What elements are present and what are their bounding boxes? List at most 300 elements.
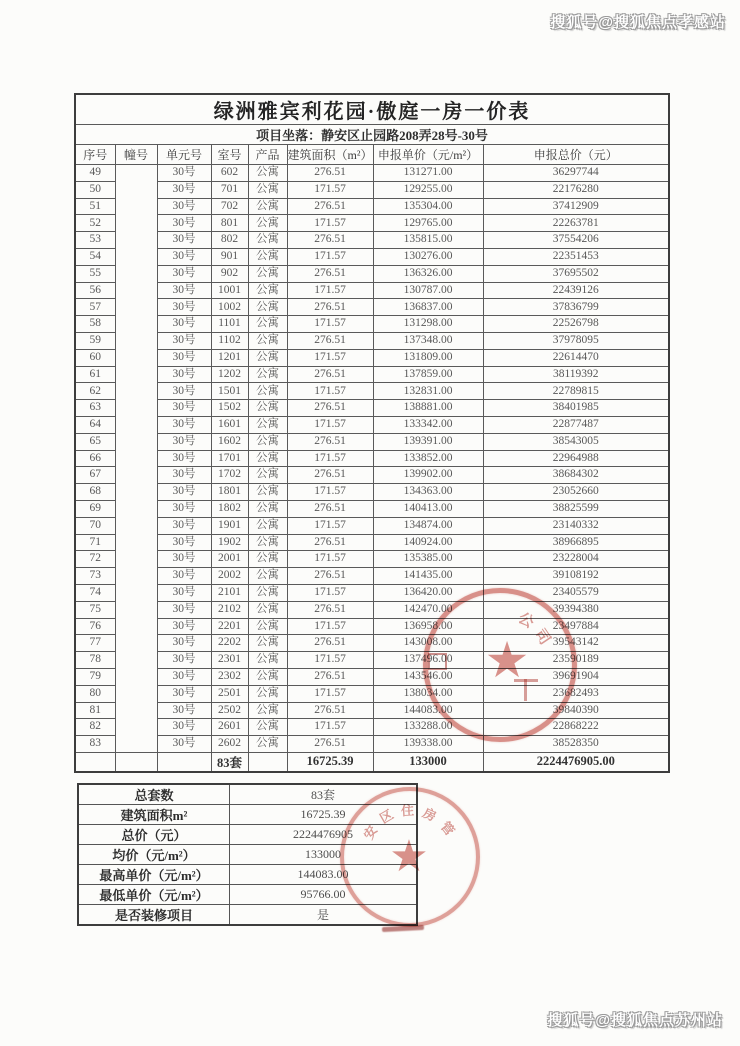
cell-room: 1801 bbox=[211, 484, 248, 501]
cell-room: 2002 bbox=[211, 568, 248, 585]
subtitle-row bbox=[75, 125, 669, 145]
cell-product: 公寓 bbox=[248, 316, 287, 333]
table-row bbox=[75, 450, 669, 467]
cell-room: 701 bbox=[211, 181, 248, 198]
cell-serial: 77 bbox=[75, 635, 115, 652]
summary-label: 总价（元） bbox=[78, 825, 230, 845]
cell-serial: 50 bbox=[75, 181, 115, 198]
seal-ring-character: 司 bbox=[531, 626, 553, 648]
table-row bbox=[75, 719, 669, 736]
cell-serial: 56 bbox=[75, 282, 115, 299]
cell-product: 公寓 bbox=[248, 366, 287, 383]
table-row bbox=[75, 534, 669, 551]
cell-product: 公寓 bbox=[248, 702, 287, 719]
cell-serial: 55 bbox=[75, 265, 115, 282]
cell-product: 公寓 bbox=[248, 618, 287, 635]
cell-area: 276.51 bbox=[287, 400, 373, 417]
ink-smudge bbox=[382, 925, 424, 932]
cell-unit-price: 136837.00 bbox=[373, 299, 483, 316]
summary-label: 最高单价（元/m²） bbox=[78, 865, 230, 885]
project-location: 项目坐落：静安区止园路208弄28号-30号 bbox=[75, 125, 669, 145]
cell-product: 公寓 bbox=[248, 568, 287, 585]
cell-total-price: 37412909 bbox=[483, 198, 669, 215]
cell-serial: 61 bbox=[75, 366, 115, 383]
cell-area: 276.51 bbox=[287, 568, 373, 585]
cell-room: 902 bbox=[211, 265, 248, 282]
cell-unit-price: 134363.00 bbox=[373, 484, 483, 501]
cell-product: 公寓 bbox=[248, 736, 287, 753]
cell-product: 公寓 bbox=[248, 484, 287, 501]
cell-room: 1701 bbox=[211, 450, 248, 467]
cell-unit-price: 130787.00 bbox=[373, 282, 483, 299]
total-empty-building bbox=[115, 752, 157, 772]
cell-product: 公寓 bbox=[248, 383, 287, 400]
cell-product: 公寓 bbox=[248, 416, 287, 433]
seal-ring-character: 住 bbox=[400, 802, 415, 818]
cell-unit: 30号 bbox=[157, 635, 211, 652]
cell-serial: 72 bbox=[75, 551, 115, 568]
cell-unit: 30号 bbox=[157, 467, 211, 484]
cell-area: 276.51 bbox=[287, 702, 373, 719]
cell-unit: 30号 bbox=[157, 165, 211, 182]
cell-total-price: 23497884 bbox=[483, 618, 669, 635]
cell-unit: 30号 bbox=[157, 349, 211, 366]
table-row bbox=[75, 635, 669, 652]
summary-label: 总套数 bbox=[78, 784, 230, 805]
cell-serial: 60 bbox=[75, 349, 115, 366]
cell-serial: 58 bbox=[75, 316, 115, 333]
table-row bbox=[75, 215, 669, 232]
cell-total-price: 37695502 bbox=[483, 265, 669, 282]
cell-unit: 30号 bbox=[157, 232, 211, 249]
table-row bbox=[75, 265, 669, 282]
cell-unit: 30号 bbox=[157, 652, 211, 669]
cell-area: 276.51 bbox=[287, 635, 373, 652]
cell-room: 1702 bbox=[211, 467, 248, 484]
cell-total-price: 37836799 bbox=[483, 299, 669, 316]
cell-total-price: 23228004 bbox=[483, 551, 669, 568]
summary-row bbox=[78, 865, 417, 885]
cell-product: 公寓 bbox=[248, 685, 287, 702]
summary-label: 是否装修项目 bbox=[78, 905, 230, 926]
table-row bbox=[75, 316, 669, 333]
col-header-building: 幢号 bbox=[115, 145, 157, 165]
cell-product: 公寓 bbox=[248, 349, 287, 366]
cell-room: 602 bbox=[211, 165, 248, 182]
cell-area: 276.51 bbox=[287, 366, 373, 383]
cell-unit-price: 140413.00 bbox=[373, 500, 483, 517]
table-row bbox=[75, 248, 669, 265]
cell-total-price: 23052660 bbox=[483, 484, 669, 501]
cell-total-price: 37554206 bbox=[483, 232, 669, 249]
cell-product: 公寓 bbox=[248, 719, 287, 736]
cell-room: 1002 bbox=[211, 299, 248, 316]
cell-serial: 81 bbox=[75, 702, 115, 719]
page-title: 绿洲雅宾利花园·傲庭一房一价表 bbox=[75, 94, 669, 125]
total-empty-serial bbox=[75, 752, 115, 772]
table-row bbox=[75, 618, 669, 635]
table-row bbox=[75, 551, 669, 568]
cell-serial: 63 bbox=[75, 400, 115, 417]
price-table-body bbox=[75, 165, 669, 753]
cell-unit-price: 143546.00 bbox=[373, 668, 483, 685]
cell-total-price: 38528350 bbox=[483, 736, 669, 753]
seal-star-icon: ★ bbox=[389, 832, 429, 881]
seal-ring-character: 房 bbox=[420, 804, 439, 824]
cell-product: 公寓 bbox=[248, 635, 287, 652]
cell-area: 171.57 bbox=[287, 685, 373, 702]
summary-row bbox=[78, 784, 417, 805]
cell-unit-price: 135815.00 bbox=[373, 232, 483, 249]
cell-unit: 30号 bbox=[157, 584, 211, 601]
cell-area: 171.57 bbox=[287, 450, 373, 467]
cell-total-price: 23405579 bbox=[483, 584, 669, 601]
cell-area: 171.57 bbox=[287, 282, 373, 299]
summary-label: 最低单价（元/m²） bbox=[78, 885, 230, 905]
cell-area: 171.57 bbox=[287, 416, 373, 433]
cell-unit-price: 131298.00 bbox=[373, 316, 483, 333]
table-row bbox=[75, 668, 669, 685]
cell-area: 276.51 bbox=[287, 668, 373, 685]
cell-product: 公寓 bbox=[248, 265, 287, 282]
cell-serial: 57 bbox=[75, 299, 115, 316]
table-row bbox=[75, 517, 669, 534]
cell-unit-price: 129765.00 bbox=[373, 215, 483, 232]
cell-serial: 64 bbox=[75, 416, 115, 433]
cell-unit-price: 139902.00 bbox=[373, 467, 483, 484]
cell-serial: 82 bbox=[75, 719, 115, 736]
table-row bbox=[75, 484, 669, 501]
cell-area: 171.57 bbox=[287, 349, 373, 366]
cell-total-price: 22964988 bbox=[483, 450, 669, 467]
cell-product: 公寓 bbox=[248, 584, 287, 601]
cell-room: 1202 bbox=[211, 366, 248, 383]
cell-unit: 30号 bbox=[157, 198, 211, 215]
table-row bbox=[75, 181, 669, 198]
title-row bbox=[75, 94, 669, 125]
cell-area: 171.57 bbox=[287, 215, 373, 232]
cell-serial: 70 bbox=[75, 517, 115, 534]
cell-total-price: 38401985 bbox=[483, 400, 669, 417]
cell-unit: 30号 bbox=[157, 601, 211, 618]
cell-total-price: 39394380 bbox=[483, 601, 669, 618]
cell-unit-price: 144083.00 bbox=[373, 702, 483, 719]
cell-unit: 30号 bbox=[157, 299, 211, 316]
seal-ring-character: 安 bbox=[360, 822, 380, 842]
cell-unit: 30号 bbox=[157, 400, 211, 417]
summary-value: 16725.39 bbox=[230, 805, 418, 825]
cell-unit: 30号 bbox=[157, 332, 211, 349]
cell-room: 1102 bbox=[211, 332, 248, 349]
cell-serial: 80 bbox=[75, 685, 115, 702]
summary-row bbox=[78, 905, 417, 926]
total-empty-product bbox=[248, 752, 287, 772]
cell-unit: 30号 bbox=[157, 517, 211, 534]
cell-area: 276.51 bbox=[287, 534, 373, 551]
summary-row bbox=[78, 845, 417, 865]
cell-total-price: 23140332 bbox=[483, 517, 669, 534]
cell-total-price: 22439126 bbox=[483, 282, 669, 299]
cell-product: 公寓 bbox=[248, 198, 287, 215]
col-header-total-price: 申报总价（元） bbox=[483, 145, 669, 165]
cell-area: 276.51 bbox=[287, 601, 373, 618]
table-row bbox=[75, 416, 669, 433]
cell-room: 1902 bbox=[211, 534, 248, 551]
cell-product: 公寓 bbox=[248, 450, 287, 467]
cell-area: 276.51 bbox=[287, 265, 373, 282]
cell-unit-price: 141435.00 bbox=[373, 568, 483, 585]
cell-unit: 30号 bbox=[157, 484, 211, 501]
cell-room: 801 bbox=[211, 215, 248, 232]
cell-room: 2101 bbox=[211, 584, 248, 601]
cell-serial: 67 bbox=[75, 467, 115, 484]
cell-room: 2501 bbox=[211, 685, 248, 702]
col-header-serial: 序号 bbox=[75, 145, 115, 165]
table-row bbox=[75, 198, 669, 215]
cell-area: 171.57 bbox=[287, 383, 373, 400]
cell-unit-price: 133852.00 bbox=[373, 450, 483, 467]
col-header-room: 室号 bbox=[211, 145, 248, 165]
cell-building-merged bbox=[115, 165, 157, 753]
cell-room: 1501 bbox=[211, 383, 248, 400]
table-row bbox=[75, 584, 669, 601]
cell-unit: 30号 bbox=[157, 265, 211, 282]
table-row bbox=[75, 165, 669, 182]
cell-room: 901 bbox=[211, 248, 248, 265]
cell-product: 公寓 bbox=[248, 433, 287, 450]
cell-serial: 68 bbox=[75, 484, 115, 501]
cell-serial: 49 bbox=[75, 165, 115, 182]
cell-serial: 65 bbox=[75, 433, 115, 450]
cell-serial: 54 bbox=[75, 248, 115, 265]
cell-unit-price: 131809.00 bbox=[373, 349, 483, 366]
cell-serial: 69 bbox=[75, 500, 115, 517]
cell-product: 公寓 bbox=[248, 299, 287, 316]
cell-unit: 30号 bbox=[157, 568, 211, 585]
cell-area: 276.51 bbox=[287, 232, 373, 249]
cell-unit-price: 135304.00 bbox=[373, 198, 483, 215]
cell-total-price: 22526798 bbox=[483, 316, 669, 333]
cell-unit-price: 133288.00 bbox=[373, 719, 483, 736]
summary-label: 建筑面积m² bbox=[78, 805, 230, 825]
cell-serial: 71 bbox=[75, 534, 115, 551]
total-total-price: 2224476905.00 bbox=[483, 752, 669, 772]
total-unit-price: 133000 bbox=[373, 752, 483, 772]
cell-unit-price: 132831.00 bbox=[373, 383, 483, 400]
cell-room: 2001 bbox=[211, 551, 248, 568]
cell-total-price: 22789815 bbox=[483, 383, 669, 400]
cell-product: 公寓 bbox=[248, 400, 287, 417]
cell-room: 1101 bbox=[211, 316, 248, 333]
cell-total-price: 22877487 bbox=[483, 416, 669, 433]
cell-total-price: 39108192 bbox=[483, 568, 669, 585]
seal-ring-character: 管 bbox=[437, 818, 457, 838]
cell-unit-price: 130276.00 bbox=[373, 248, 483, 265]
cell-total-price: 36297744 bbox=[483, 165, 669, 182]
seal-ring-character: 区 bbox=[377, 806, 396, 827]
cell-area: 276.51 bbox=[287, 299, 373, 316]
table-row bbox=[75, 400, 669, 417]
cell-product: 公寓 bbox=[248, 181, 287, 198]
summary-label: 均价（元/m²） bbox=[78, 845, 230, 865]
cell-unit: 30号 bbox=[157, 551, 211, 568]
total-area: 16725.39 bbox=[287, 752, 373, 772]
summary-value: 144083.00 bbox=[230, 865, 418, 885]
cell-area: 171.57 bbox=[287, 248, 373, 265]
cell-unit: 30号 bbox=[157, 383, 211, 400]
cell-area: 171.57 bbox=[287, 517, 373, 534]
cell-area: 171.57 bbox=[287, 316, 373, 333]
cell-room: 702 bbox=[211, 198, 248, 215]
cell-area: 276.51 bbox=[287, 433, 373, 450]
cell-unit: 30号 bbox=[157, 248, 211, 265]
cell-unit-price: 142470.00 bbox=[373, 601, 483, 618]
cell-area: 276.51 bbox=[287, 500, 373, 517]
cell-serial: 74 bbox=[75, 584, 115, 601]
cell-total-price: 23682493 bbox=[483, 685, 669, 702]
col-header-unit: 单元号 bbox=[157, 145, 211, 165]
cell-serial: 51 bbox=[75, 198, 115, 215]
cell-room: 2302 bbox=[211, 668, 248, 685]
cell-area: 276.51 bbox=[287, 198, 373, 215]
cell-product: 公寓 bbox=[248, 652, 287, 669]
summary-row bbox=[78, 805, 417, 825]
cell-product: 公寓 bbox=[248, 248, 287, 265]
cell-area: 276.51 bbox=[287, 736, 373, 753]
cell-unit-price: 136326.00 bbox=[373, 265, 483, 282]
cell-total-price: 39543142 bbox=[483, 635, 669, 652]
cell-product: 公寓 bbox=[248, 282, 287, 299]
cell-room: 2502 bbox=[211, 702, 248, 719]
cell-unit: 30号 bbox=[157, 668, 211, 685]
cell-serial: 62 bbox=[75, 383, 115, 400]
cell-product: 公寓 bbox=[248, 668, 287, 685]
cell-room: 1602 bbox=[211, 433, 248, 450]
cell-unit: 30号 bbox=[157, 719, 211, 736]
cell-total-price: 22614470 bbox=[483, 349, 669, 366]
cell-unit: 30号 bbox=[157, 736, 211, 753]
cell-product: 公寓 bbox=[248, 601, 287, 618]
table-row bbox=[75, 702, 669, 719]
cell-unit-price: 137348.00 bbox=[373, 332, 483, 349]
cell-total-price: 39691904 bbox=[483, 668, 669, 685]
cell-area: 171.57 bbox=[287, 719, 373, 736]
cell-product: 公寓 bbox=[248, 467, 287, 484]
cell-total-price: 38825599 bbox=[483, 500, 669, 517]
cell-product: 公寓 bbox=[248, 500, 287, 517]
table-row bbox=[75, 736, 669, 753]
table-row bbox=[75, 685, 669, 702]
cell-area: 171.57 bbox=[287, 652, 373, 669]
cell-unit: 30号 bbox=[157, 450, 211, 467]
seal-ring-character: 公 bbox=[514, 610, 536, 632]
table-row bbox=[75, 433, 669, 450]
col-header-product: 产品 bbox=[248, 145, 287, 165]
cell-unit: 30号 bbox=[157, 702, 211, 719]
cell-unit-price: 136420.00 bbox=[373, 584, 483, 601]
cell-unit-price: 138034.00 bbox=[373, 685, 483, 702]
summary-value: 是 bbox=[230, 905, 418, 926]
cell-unit-price: 139391.00 bbox=[373, 433, 483, 450]
total-row bbox=[75, 752, 669, 772]
cell-area: 171.57 bbox=[287, 551, 373, 568]
cell-serial: 73 bbox=[75, 568, 115, 585]
cell-unit-price: 131271.00 bbox=[373, 165, 483, 182]
cell-total-price: 22176280 bbox=[483, 181, 669, 198]
cell-product: 公寓 bbox=[248, 551, 287, 568]
cell-serial: 59 bbox=[75, 332, 115, 349]
cell-total-price: 23590189 bbox=[483, 652, 669, 669]
cell-room: 1001 bbox=[211, 282, 248, 299]
cell-product: 公寓 bbox=[248, 332, 287, 349]
cell-room: 1502 bbox=[211, 400, 248, 417]
cell-serial: 78 bbox=[75, 652, 115, 669]
cell-serial: 75 bbox=[75, 601, 115, 618]
cell-unit-price: 129255.00 bbox=[373, 181, 483, 198]
summary-value: 83套 bbox=[230, 784, 418, 805]
table-row bbox=[75, 383, 669, 400]
cell-room: 1901 bbox=[211, 517, 248, 534]
summary-table-body bbox=[78, 784, 417, 925]
price-table bbox=[74, 93, 670, 773]
summary-row bbox=[78, 885, 417, 905]
col-header-area: 建筑面积（m²） bbox=[287, 145, 373, 165]
table-row bbox=[75, 332, 669, 349]
watermark-top: 搜狐号@搜狐焦点孝感站 bbox=[550, 14, 726, 31]
cell-area: 276.51 bbox=[287, 165, 373, 182]
table-row bbox=[75, 601, 669, 618]
cell-unit-price: 137496.00 bbox=[373, 652, 483, 669]
cell-unit-price: 143008.00 bbox=[373, 635, 483, 652]
cell-area: 171.57 bbox=[287, 181, 373, 198]
summary-row bbox=[78, 825, 417, 845]
cell-unit-price: 138881.00 bbox=[373, 400, 483, 417]
cell-total-price: 37978095 bbox=[483, 332, 669, 349]
table-row bbox=[75, 467, 669, 484]
cell-unit: 30号 bbox=[157, 366, 211, 383]
cell-area: 171.57 bbox=[287, 584, 373, 601]
cell-unit: 30号 bbox=[157, 534, 211, 551]
cell-serial: 53 bbox=[75, 232, 115, 249]
cell-unit-price: 136958.00 bbox=[373, 618, 483, 635]
cell-unit: 30号 bbox=[157, 618, 211, 635]
cell-room: 2102 bbox=[211, 601, 248, 618]
summary-table bbox=[77, 783, 418, 926]
cell-total-price: 22868222 bbox=[483, 719, 669, 736]
total-unit-count: 83套 bbox=[211, 752, 248, 772]
table-row bbox=[75, 282, 669, 299]
cell-area: 276.51 bbox=[287, 332, 373, 349]
cell-room: 1802 bbox=[211, 500, 248, 517]
cell-product: 公寓 bbox=[248, 215, 287, 232]
cell-total-price: 38119392 bbox=[483, 366, 669, 383]
cell-unit: 30号 bbox=[157, 316, 211, 333]
table-row bbox=[75, 366, 669, 383]
cell-area: 171.57 bbox=[287, 484, 373, 501]
cell-total-price: 38684302 bbox=[483, 467, 669, 484]
cell-product: 公寓 bbox=[248, 534, 287, 551]
cell-total-price: 39840390 bbox=[483, 702, 669, 719]
cell-room: 1601 bbox=[211, 416, 248, 433]
table-row bbox=[75, 232, 669, 249]
cell-total-price: 22263781 bbox=[483, 215, 669, 232]
cell-total-price: 38966895 bbox=[483, 534, 669, 551]
cell-unit-price: 133342.00 bbox=[373, 416, 483, 433]
table-row bbox=[75, 349, 669, 366]
cell-product: 公寓 bbox=[248, 165, 287, 182]
seal-star-icon: ★ bbox=[484, 632, 530, 688]
cell-unit: 30号 bbox=[157, 215, 211, 232]
